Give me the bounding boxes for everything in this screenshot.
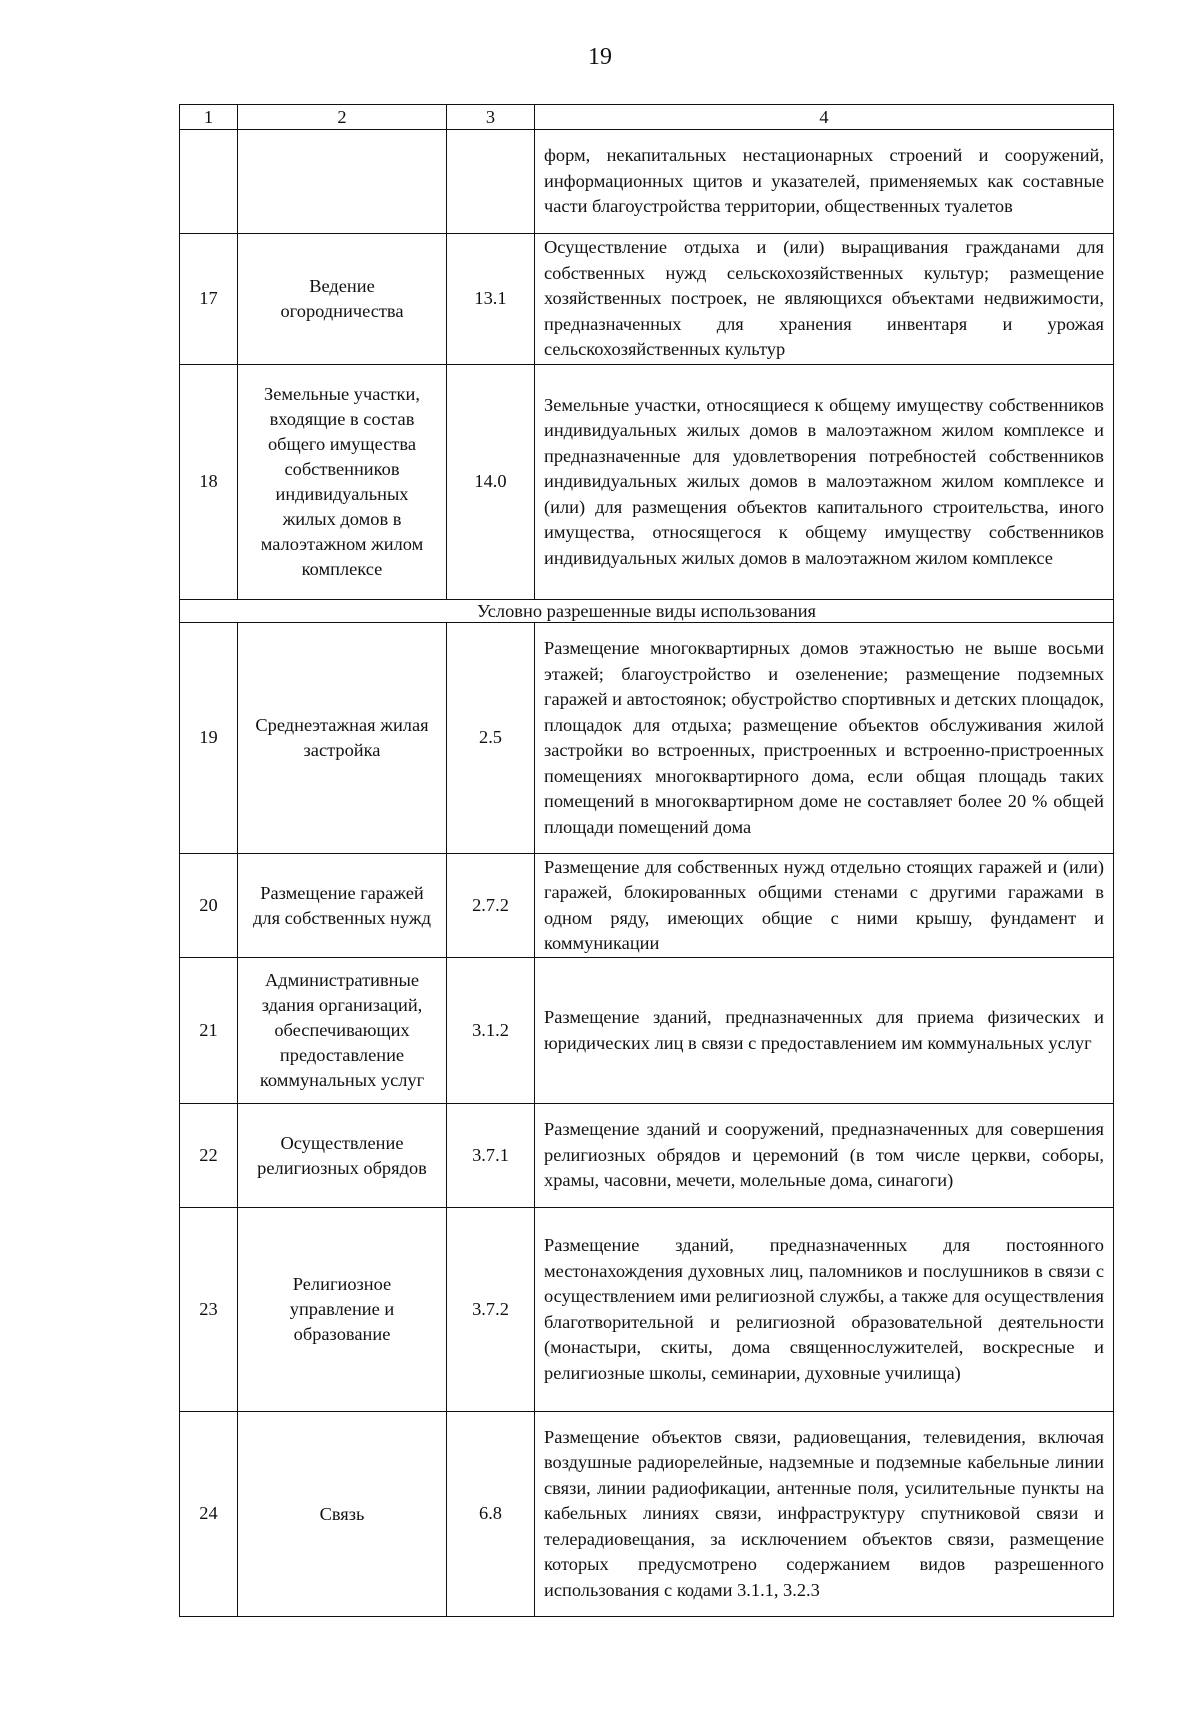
row-description: Размещение зданий, предназначенных для постоянного местонахождения духовных лиц, паломников и послушников в связи с осуществлением ими религиозной службы, а также для осуществления благотворительной и религиозной образовательной деятельности (монастыри, скиты, дома священнослужителей, воскресные и религиозные школы, семинарии, духовные училища) bbox=[535, 1208, 1114, 1412]
row-code: 3.1.2 bbox=[447, 958, 535, 1104]
row-name: Размещение гаражей для собственных нужд bbox=[238, 854, 447, 958]
land-use-table bbox=[179, 104, 1114, 1617]
row-num bbox=[180, 130, 238, 234]
row-name: Среднеэтажная жилая застройка bbox=[238, 623, 447, 854]
table-row bbox=[180, 958, 1114, 1104]
section-title: Условно разрешенные виды использования bbox=[180, 600, 1114, 623]
row-num: 22 bbox=[180, 1104, 238, 1208]
table-row bbox=[180, 623, 1114, 854]
header-col-2: 2 bbox=[238, 105, 447, 130]
row-name: Ведение огородничества bbox=[238, 234, 447, 365]
table-row bbox=[180, 365, 1114, 600]
row-code: 6.8 bbox=[447, 1412, 535, 1617]
table-row bbox=[180, 1208, 1114, 1412]
row-num: 23 bbox=[180, 1208, 238, 1412]
row-code: 13.1 bbox=[447, 234, 535, 365]
table-row bbox=[180, 1412, 1114, 1617]
row-name: Религиозное управление и образование bbox=[238, 1208, 447, 1412]
table-row bbox=[180, 854, 1114, 958]
table-row bbox=[180, 234, 1114, 365]
row-code: 14.0 bbox=[447, 365, 535, 600]
row-name: Осуществление религиозных обрядов bbox=[238, 1104, 447, 1208]
table-row bbox=[180, 1104, 1114, 1208]
row-code: 2.5 bbox=[447, 623, 535, 854]
row-description: Размещение объектов связи, радиовещания, телевидения, включая воздушные радиорелейные, надземные и подземные кабельные линии связи, линии радиофикации, антенные поля, усилительные пункты на кабельных линиях связи, инфраструктуру спутниковой связи и телерадиовещания, за исключением объектов связи, размещение которых предусмотрено содержанием видов разрешенного использования с кодами 3.1.1, 3.2.3 bbox=[535, 1412, 1114, 1617]
row-num: 17 bbox=[180, 234, 238, 365]
table-row-continuation bbox=[180, 130, 1114, 234]
row-num: 21 bbox=[180, 958, 238, 1104]
row-num: 24 bbox=[180, 1412, 238, 1617]
section-header-row bbox=[180, 600, 1114, 623]
row-name: Земельные участки, входящие в состав общего имущества собственников индивидуальных жилых домов в малоэтажном жилом комплексе bbox=[238, 365, 447, 600]
row-description: форм, некапитальных нестационарных строений и сооружений, информационных щитов и указателей, применяемых как составные части благоустройства территории, общественных туалетов bbox=[535, 130, 1114, 234]
row-description: Размещение для собственных нужд отдельно стоящих гаражей и (или) гаражей, блокированных общими стенами с другими гаражами в одном ряду, имеющих общие с ними крышу, фундамент и коммуникации bbox=[535, 854, 1114, 958]
row-code: 2.7.2 bbox=[447, 854, 535, 958]
row-description: Земельные участки, относящиеся к общему имуществу собственников индивидуальных жилых домов в малоэтажном жилом комплексе и предназначенные для удовлетворения потребностей собственников индивидуальных жилых домов в малоэтажном жилом комплексе и (или) для размещения объектов капитального строительства, иного имущества, относящегося к общему имуществу собственников индивидуальных жилых домов в малоэтажном жилом комплексе bbox=[535, 365, 1114, 600]
row-code: 3.7.2 bbox=[447, 1208, 535, 1412]
table-header-row bbox=[180, 105, 1114, 130]
row-description: Размещение зданий и сооружений, предназначенных для совершения религиозных обрядов и церемоний (в том числе церкви, соборы, храмы, часовни, мечети, молельные дома, синагоги) bbox=[535, 1104, 1114, 1208]
row-description: Размещение зданий, предназначенных для приема физических и юридических лиц в связи с предоставлением им коммунальных услуг bbox=[535, 958, 1114, 1104]
row-code bbox=[447, 130, 535, 234]
row-num: 18 bbox=[180, 365, 238, 600]
header-col-1: 1 bbox=[180, 105, 238, 130]
row-description: Осуществление отдыха и (или) выращивания гражданами для собственных нужд сельскохозяйственных культур; размещение хозяйственных построек, не являющихся объектами недвижимости, предназначенных для хранения инвентаря и урожая сельскохозяйственных культур bbox=[535, 234, 1114, 365]
row-description: Размещение многоквартирных домов этажностью не выше восьми этажей; благоустройство и озеленение; размещение подземных гаражей и автостоянок; обустройство спортивных и детских площадок, площадок для отдыха; размещение объектов обслуживания жилой застройки во встроенных, пристроенных и встроенно-пристроенных помещениях многоквартирного дома, если общая площадь таких помещений в многоквартирном доме не составляет более 20 % общей площади помещений дома bbox=[535, 623, 1114, 854]
row-name: Административные здания организаций, обеспечивающих предоставление коммунальных услуг bbox=[238, 958, 447, 1104]
page-number: 19 bbox=[588, 44, 612, 70]
row-num: 19 bbox=[180, 623, 238, 854]
row-name: Связь bbox=[238, 1412, 447, 1617]
header-col-4: 4 bbox=[535, 105, 1114, 130]
row-name bbox=[238, 130, 447, 234]
row-code: 3.7.1 bbox=[447, 1104, 535, 1208]
header-col-3: 3 bbox=[447, 105, 535, 130]
row-num: 20 bbox=[180, 854, 238, 958]
